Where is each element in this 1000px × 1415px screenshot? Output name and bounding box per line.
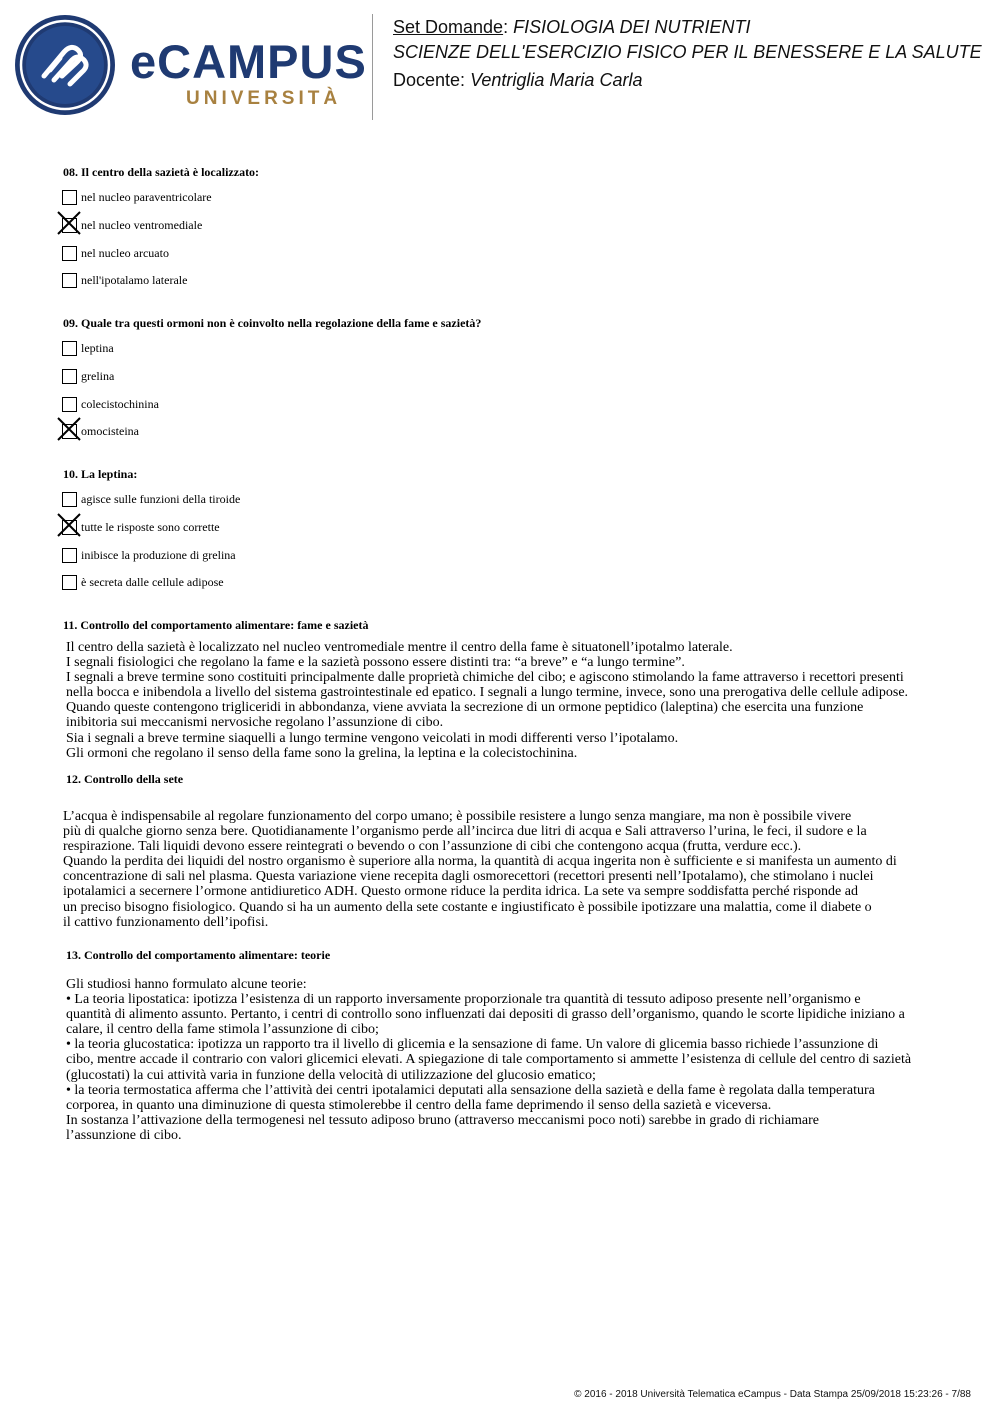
page-header: [0, 0, 1000, 130]
checkbox[interactable]: [62, 246, 77, 261]
paragraph-line: Il centro della sazietà è localizzato nel nucleo ventromediale mentre il centro della fame è situatonell’ipotalmo laterale.: [66, 640, 733, 655]
paragraph-line: ipotalamici a secernere l’ormone antidiuretico ADH. Questo ormone riduce la perdita idrica. La sete va sempre soddisfatta perché risponde ad: [63, 884, 858, 900]
paragraph-line: l’assunzione di cibo.: [66, 1127, 182, 1143]
paragraph-line: • la teoria glucostatica: ipotizza un rapporto tra il livello di glicemia e la sensazione di fame. Un valore di glicemia basso richiede l’assunzione di: [66, 1037, 879, 1053]
checkbox[interactable]: [62, 273, 77, 288]
checked-x-icon: [57, 513, 81, 537]
option-label: omocisteina: [81, 424, 139, 438]
paragraph-line: corporea, in quanto una diminuzione di questa stimolerebbe il centro della fame deprimendo il senso della sazietà e viceversa.: [66, 1097, 772, 1113]
question-09-title: 09. Quale tra questi ormoni non è coinvolto nella regolazione della fame e sazietà?: [63, 316, 482, 330]
paragraph-line: • la teoria termostatica afferma che l’attività dei centri ipotalamici deputati alla sensazione della sazietà e della fame è regolata dalla temperatura: [66, 1082, 875, 1098]
checkbox[interactable]: [62, 548, 77, 563]
option-label: tutte le risposte sono corrette: [81, 520, 220, 534]
checkbox[interactable]: [62, 397, 77, 412]
section-13-body: [66, 977, 986, 1143]
option-label: nel nucleo arcuato: [81, 246, 169, 260]
checkbox[interactable]: [62, 492, 77, 507]
checkbox[interactable]: [62, 341, 77, 356]
paragraph-line: calare, il centro della fame stimola l’assunzione di cibo;: [66, 1022, 379, 1038]
option-label: nell'ipotalamo laterale: [81, 273, 188, 287]
paragraph-line: inibitoria sui meccanismi nervosiche regolano l’assunzione di cibo.: [66, 715, 444, 731]
paragraph-line: cibo, mentre accade il contrario con valori glicemici elevati. A spiegazione di tale comportamento si ammette l’esistenza di cellule del centro di sazietà: [66, 1052, 912, 1068]
option-label: inibisce la produzione di grelina: [81, 548, 236, 562]
logo-wordmark: eCAMPUS: [130, 35, 367, 88]
section-11-title: 11. Controllo del comportamento alimentare: fame e sazietà: [63, 618, 369, 632]
paragraph-line: Quando queste contengono trigliceridi in abbondanza, viene avviata la secrezione di un ormone peptidico (laleptina) che esercita una funzione: [66, 700, 864, 716]
option-label: leptina: [81, 341, 114, 355]
ecampus-logo-icon: [14, 14, 116, 116]
header-info: [393, 15, 988, 92]
section-12-title: 12. Controllo della sete: [66, 772, 184, 786]
question-10-title: 10. La leptina:: [63, 467, 138, 481]
paragraph-line: più di qualche giorno senza bere. Quotidianamente l’organismo perde all’incirca due litri di acqua e Sali attraverso l’urina, le feci, il sudore e la: [63, 824, 867, 840]
course-title: SCIENZE DELL'ESERCIZIO FISICO PER IL BENESSERE E LA SALUTE: [393, 42, 982, 62]
docente-value: Ventriglia Maria Carla: [470, 70, 643, 90]
checked-x-icon: [57, 417, 81, 441]
paragraph-line: Sia i segnali a breve termine siaquelli a lungo termine vengono veicolati in modi differenti verso l’ipotalamo.: [66, 730, 679, 746]
checkbox[interactable]: [62, 190, 77, 205]
paragraph-line: I segnali fisiologici che regolano la fame e la sazietà possono essere distinti tra: “a breve” e “a lungo termine”.: [66, 655, 685, 671]
section-11-body: [66, 640, 986, 761]
option-label: nel nucleo ventromediale: [81, 218, 203, 232]
paragraph-line: quantità di alimento assunto. Pertanto, i centri di controllo sono influenzati dai depositi di grasso dell’organismo, quando le scorte lipidiche iniziano a: [66, 1007, 905, 1023]
page-footer: © 2016 - 2018 Università Telematica eCampus - Data Stampa 25/09/2018 15:23:26 - 7/88: [574, 1389, 971, 1400]
checkbox[interactable]: [62, 575, 77, 590]
set-row: Set Domande: FISIOLOGIA DEI NUTRIENTI: [393, 17, 751, 37]
docente-row: [393, 68, 988, 92]
paragraph-line: (glucostati) la cui attività varia in funzione della velocità di utilizzazione del glucosio ematico;: [66, 1067, 596, 1083]
option-label: colecistochinina: [81, 397, 159, 411]
header-divider: [372, 14, 373, 120]
logo-subtitle: UNIVERSITÀ: [186, 88, 342, 109]
checkbox[interactable]: [62, 369, 77, 384]
paragraph-line: il cattivo funzionamento dell’ipofisi.: [63, 914, 269, 930]
paragraph-line: nella bocca e inibendola a livello del sistema gastrointestinale ed epatico. I segnali a lungo termine, invece, sono una prerogativa delle cellule adipose.: [66, 685, 909, 701]
question-08-title: 08. Il centro della sazietà è localizzato:: [63, 165, 260, 179]
section-12-body: [63, 809, 983, 930]
paragraph-line: I segnali a breve termine sono costituiti principalmente dalle proprietà chimiche del cibo; e agiscono stimolando la fame attraverso i recettori presenti: [66, 670, 904, 686]
paragraph-line: respirazione. Tali liquidi devono essere reintegrati o bevendo o con l’assunzione di cibi che contengono acqua (frutta, verdure ecc.).: [63, 839, 802, 855]
docente-label: Docente:: [393, 70, 466, 90]
paragraph-line: Gli studiosi hanno formulato alcune teorie:: [66, 977, 307, 992]
set-value: FISIOLOGIA DEI NUTRIENTI: [513, 17, 751, 37]
paragraph-line: In sostanza l’attivazione della termogenesi nel tessuto adiposo bruno (attraverso meccanismi poco noti) sarebbe in grado di richiamare: [66, 1112, 820, 1128]
checked-x-icon: [57, 211, 81, 235]
set-label: Set Domande: [393, 17, 504, 37]
paragraph-line: concentrazione di sali nel plasma. Questa variazione viene recepita dagli osmorecettori (recettori presenti nell’Ipotalamo), che stimolano i nuclei: [63, 869, 874, 885]
paragraph-line: L’acqua è indispensabile al regolare funzionamento del corpo umano; è possibile resistere a lungo senza mangiare, ma non è possibile vivere: [63, 809, 852, 824]
paragraph-line: Quando la perdita dei liquidi del nostro organismo è superiore alla norma, la quantità di acqua ingerita non è sufficiente e si manifesta un aumento di: [63, 854, 897, 870]
paragraph-line: un preciso bisogno fisiologico. Quando si ha un aumento della sete costante e ingiustificato è possibile ipotizzare una malattia, come il diabete o: [63, 899, 872, 915]
option-label: nel nucleo paraventricolare: [81, 190, 212, 204]
option-label: agisce sulle funzioni della tiroide: [81, 492, 241, 506]
section-13-title: 13. Controllo del comportamento alimentare: teorie: [66, 948, 331, 962]
paragraph-line: Gli ormoni che regolano il senso della fame sono la grelina, la leptina e la colecistochinina.: [66, 745, 578, 761]
option-label: è secreta dalle cellule adipose: [81, 575, 224, 589]
option-label: grelina: [81, 369, 115, 383]
paragraph-line: • La teoria lipostatica: ipotizza l’esistenza di un rapporto inversamente proporzionale tra quantità di tessuto adiposo presente nell’organismo e: [66, 992, 861, 1008]
